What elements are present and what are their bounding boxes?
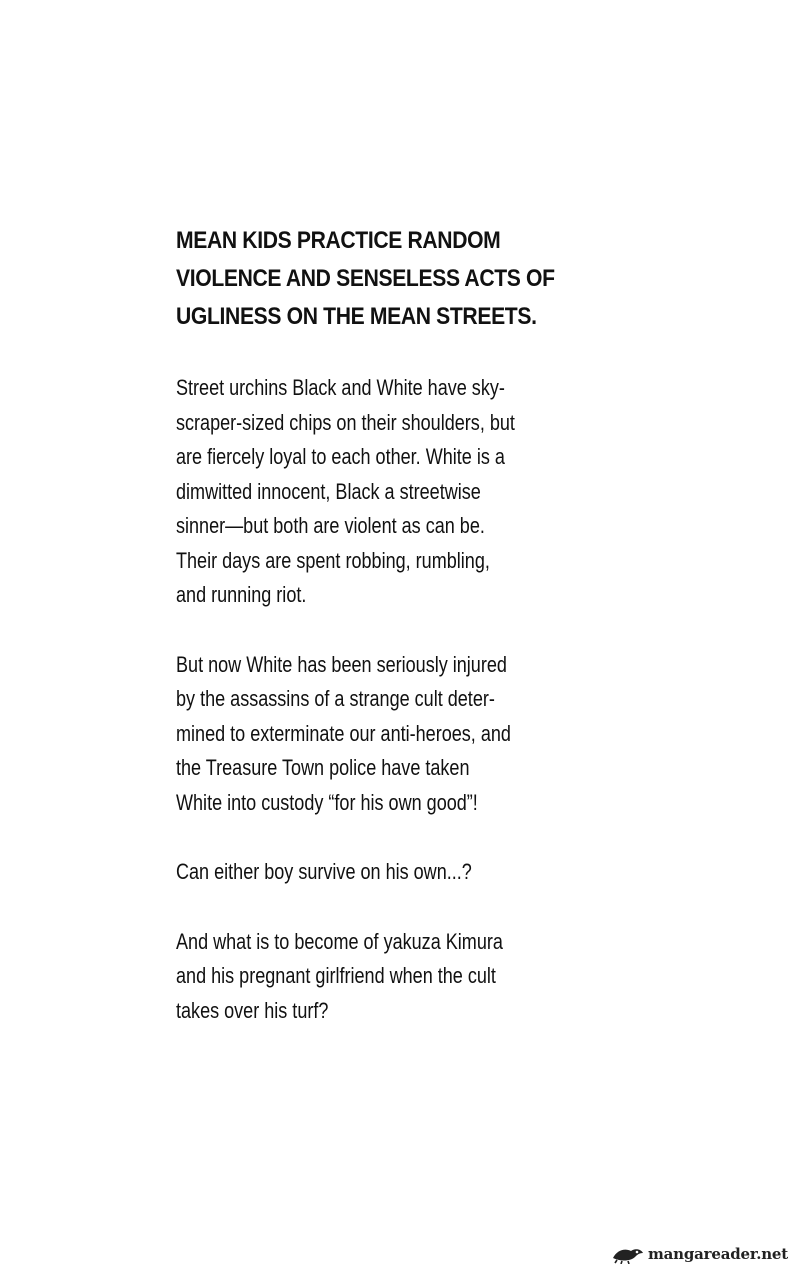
paragraph-injury — [176, 648, 596, 821]
paragraph-line: dimwitted innocent, Black a streetwise — [176, 478, 481, 504]
synopsis-heading — [176, 222, 596, 336]
paragraph-line: scraper-sized chips on their shoulders, but — [176, 409, 515, 435]
synopsis-text-block — [176, 222, 596, 1063]
paragraph-line: and his pregnant girlfriend when the cult — [176, 963, 496, 988]
mangareader-logo-icon — [611, 1244, 645, 1264]
paragraph-kimura — [176, 925, 596, 1029]
paragraph-line: White into custody “for his own good”! — [176, 789, 478, 815]
paragraph-line: And what is to become of yakuza Kimura — [176, 928, 503, 954]
site-watermark — [611, 1244, 788, 1264]
paragraph-intro — [176, 371, 596, 613]
paragraph-line: and running riot. — [176, 582, 307, 607]
heading-line: MEAN KIDS PRACTICE RANDOM — [176, 227, 501, 254]
heading-line: VIOLENCE AND SENSELESS ACTS OF — [176, 265, 555, 292]
watermark-text: mangareader.net — [647, 1245, 788, 1263]
heading-line: UGLINESS ON THE MEAN STREETS. — [176, 303, 537, 330]
paragraph-line: the Treasure Town police have taken — [176, 755, 470, 780]
paragraph-line: But now White has been seriously injured — [176, 651, 507, 677]
paragraph-question — [176, 855, 596, 890]
paragraph-line: Their days are spent robbing, rumbling, — [176, 547, 490, 573]
paragraph-line: are fiercely loyal to each other. White is a — [176, 444, 505, 469]
paragraph-line: takes over his turf? — [176, 997, 329, 1023]
paragraph-line: Can either boy survive on his own...? — [176, 859, 472, 884]
paragraph-line: Street urchins Black and White have sky- — [176, 375, 505, 400]
paragraph-line: sinner—but both are violent as can be. — [176, 513, 485, 538]
paragraph-line: mined to exterminate our anti-heroes, and — [176, 720, 511, 746]
paragraph-line: by the assassins of a strange cult deter- — [176, 686, 495, 711]
